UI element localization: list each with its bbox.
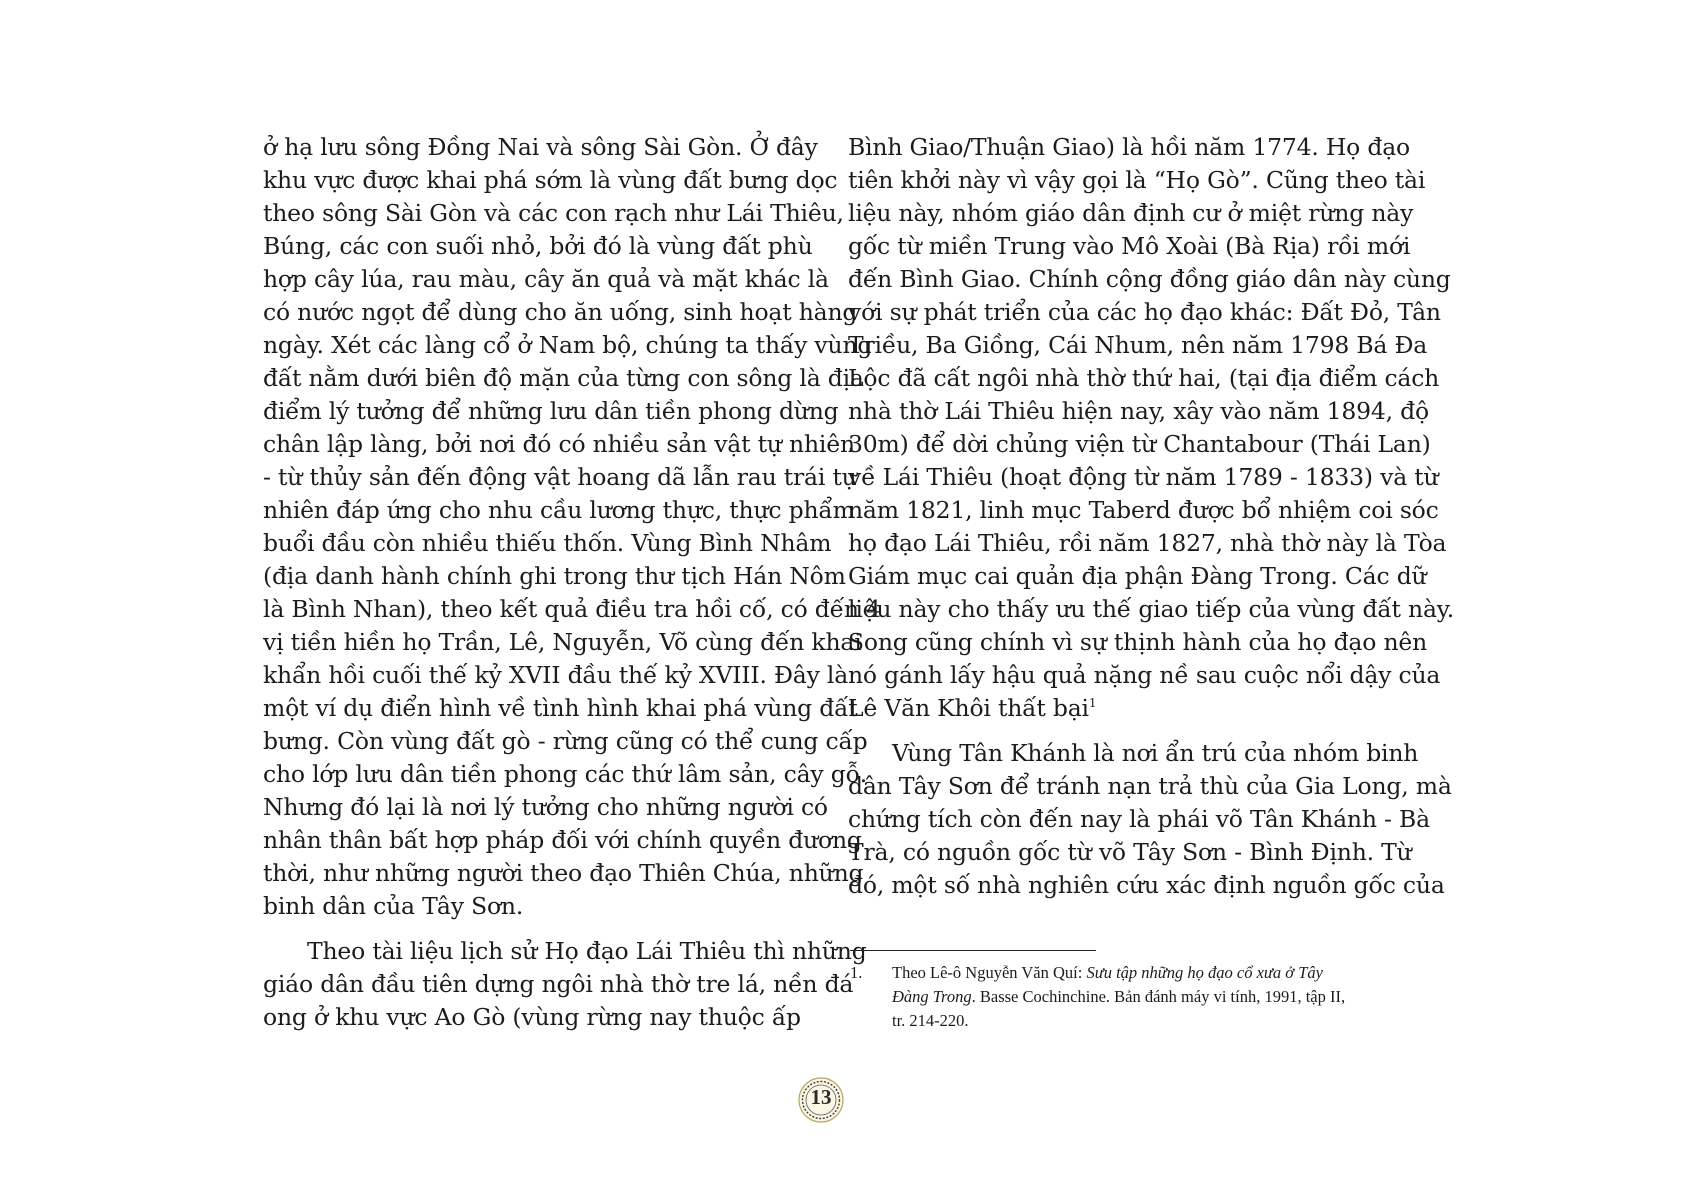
text-line: về Lái Thiêu (hoạt động từ năm 1789 - 1833) và từ [848, 463, 1439, 491]
text-line: giáo dân đầu tiên dựng ngôi nhà thờ tre lá, nền đá [263, 970, 854, 998]
text-line: đất nằm dưới biên độ mặn của từng con sông là địa [263, 364, 864, 392]
footnote-title: Sưu tập những họ đạo cổ xưa ở Tây [1086, 963, 1323, 982]
text-line: bưng. Còn vùng đất gò - rừng cũng có thể cung cấp [263, 727, 868, 755]
text-line: tiên khởi này vì vậy gọi là “Họ Gò”. Cũng theo tài [848, 166, 1426, 194]
text-line: Theo tài liệu lịch sử Họ đạo Lái Thiêu thì những [307, 937, 867, 965]
text-line: Vùng Tân Khánh là nơi ẩn trú của nhóm binh [892, 739, 1419, 767]
text-line: ngày. Xét các làng cổ ở Nam bộ, chúng ta thấy vùng [263, 331, 873, 359]
footnote-pages: tr. 214-220. [892, 1011, 969, 1030]
left-paragraph-2 [263, 935, 867, 1034]
text-line: thời, như những người theo đạo Thiên Chúa, những [263, 859, 864, 887]
text-line: Lộc đã cất ngôi nhà thờ thứ hai, (tại địa điểm cách [848, 364, 1440, 392]
text-line: liệu này, nhóm giáo dân định cư ở miệt rừng này [848, 199, 1414, 227]
right-paragraph-2 [848, 737, 1452, 902]
right-column [848, 131, 1455, 902]
text-line: khu vực được khai phá sớm là vùng đất bưng dọc [263, 166, 838, 194]
text-line: Lê Văn Khôi thất bại$^1$ [848, 694, 1097, 722]
footnote-number: 1. [850, 963, 863, 982]
text-line: (địa danh hành chính ghi trong thư tịch Hán Nôm [263, 562, 846, 590]
text-line: theo sông Sài Gòn và các con rạch như Lái Thiêu, [263, 199, 844, 227]
text-line: Trà, có nguồn gốc từ võ Tây Sơn - Bình Định. Từ [848, 838, 1412, 866]
text-line: nhiên đáp ứng cho nhu cầu lương thực, thực phẩm [263, 496, 855, 524]
text-line: gốc từ miền Trung vào Mô Xoài (Bà Rịa) rồi mới [848, 232, 1411, 260]
text-line: Búng, các con suối nhỏ, bởi đó là vùng đất phù [263, 232, 813, 260]
text-line: Giám mục cai quản địa phận Đàng Trong. Các dữ [848, 562, 1427, 590]
text-line: đó, một số nhà nghiên cứu xác định nguồn gốc của [848, 871, 1445, 899]
text-line: ở hạ lưu sông Đồng Nai và sông Sài Gòn. Ở đây [263, 133, 818, 161]
text-line: một ví dụ điển hình về tình hình khai phá vùng đất [263, 694, 858, 722]
text-line: liệu này cho thấy ưu thế giao tiếp của vùng đất này. [848, 595, 1455, 623]
text-line: nhà thờ Lái Thiêu hiện nay, xây vào năm 1894, độ [848, 397, 1429, 425]
text-line: dân Tây Sơn để tránh nạn trả thù của Gia Long, mà [848, 772, 1452, 800]
page-number-badge [796, 1075, 846, 1125]
text-line: Triều, Ba Giồng, Cái Nhum, nên năm 1798 Bá Đa [848, 331, 1428, 359]
text-line: Nhưng đó lại là nơi lý tưởng cho những người có [263, 793, 828, 821]
text-line: vị tiền hiền họ Trần, Lê, Nguyễn, Võ cùng đến khai [263, 628, 862, 656]
text-line: - từ thủy sản đến động vật hoang dã lẫn rau trái tự [263, 463, 857, 491]
text-line: năm 1821, linh mục Taberd được bổ nhiệm coi sóc [848, 496, 1439, 524]
footnote-divider [850, 950, 1096, 951]
text-line: chân lập làng, bởi nơi đó có nhiều sản vật tự nhiên [263, 430, 855, 458]
text-line: cho lớp lưu dân tiền phong các thứ lâm sản, cây gỗ. [263, 760, 868, 788]
text-line: binh dân của Tây Sơn. [263, 892, 524, 920]
text-line: là Bình Nhan), theo kết quả điều tra hồi cố, có đến 4 [263, 595, 881, 623]
text-line: khẩn hồi cuối thế kỷ XVII đầu thế kỷ XVIII. Đây là [263, 661, 849, 689]
text-line: chứng tích còn đến nay là phái võ Tân Khánh - Bà [848, 805, 1430, 833]
text-line: Bình Giao/Thuận Giao) là hồi năm 1774. Họ đạo [848, 133, 1410, 161]
text-line: nó gánh lấy hậu quả nặng nề sau cuộc nổi dậy của [848, 661, 1441, 689]
text-line: đến Bình Giao. Chính cộng đồng giáo dân này cùng [848, 265, 1451, 293]
footnote-title-cont: Đàng Trong [892, 987, 972, 1006]
left-paragraph-1 [263, 131, 881, 923]
page-number: 13 [810, 1085, 832, 1109]
footnote-author: Theo Lê-ô Nguyễn Văn Quí: [892, 963, 1087, 982]
right-paragraph-1 [848, 131, 1455, 725]
footnote-marker[interactable]: 1 [1088, 696, 1097, 710]
footnote-publication: . Basse Cochinchine. Bản đánh máy vi tính, 1991, tập II, [971, 987, 1346, 1006]
text-line: ong ở khu vực Ao Gò (vùng rừng nay thuộc ấp [263, 1003, 801, 1031]
text-line: buổi đầu còn nhiều thiếu thốn. Vùng Bình Nhâm [263, 529, 832, 557]
text-line: có nước ngọt để dùng cho ăn uống, sinh hoạt hàng [263, 298, 858, 326]
text-line: với sự phát triển của các họ đạo khác: Đất Đỏ, Tân [848, 298, 1441, 326]
text-line: nhân thân bất hợp pháp đối với chính quyền đương [263, 826, 862, 854]
left-column [263, 131, 881, 1034]
text-line: điểm lý tưởng để những lưu dân tiền phong dừng [263, 397, 839, 425]
text-line: họ đạo Lái Thiêu, rồi năm 1827, nhà thờ này là Tòa [848, 529, 1447, 557]
text-line: hợp cây lúa, rau màu, cây ăn quả và mặt khác là [263, 265, 829, 293]
footnote [850, 961, 1380, 1033]
text-line: Song cũng chính vì sự thịnh hành của họ đạo nên [848, 628, 1428, 656]
text-line: 30m) để dời chủng viện từ Chantabour (Thái Lan) [848, 430, 1431, 458]
